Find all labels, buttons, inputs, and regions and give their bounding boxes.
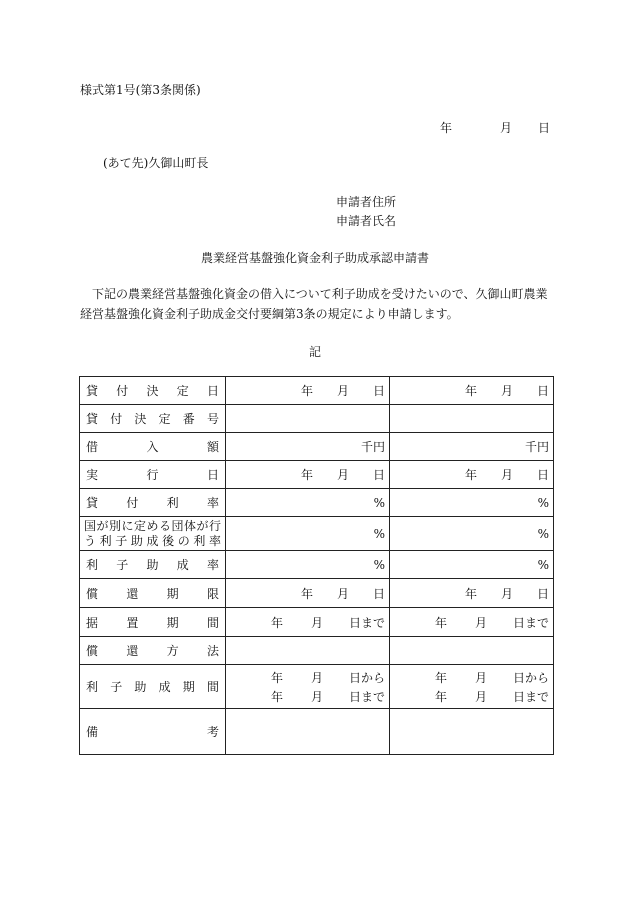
cell-repayment-method-2[interactable] <box>390 637 554 665</box>
cell-repayment-deadline-1[interactable]: 年 月 日 <box>226 579 390 608</box>
table-row <box>80 405 554 433</box>
cell-loan-amount-1[interactable]: 千円 <box>226 433 390 461</box>
table-row <box>80 433 554 461</box>
addressee: (あて先)久御山町長 <box>103 156 209 170</box>
cell-execution-date-2[interactable]: 年 月 日 <box>390 461 554 489</box>
application-table <box>79 376 554 755</box>
cell-loan-decision-number-1[interactable] <box>226 405 390 433</box>
cell-repayment-deadline-2[interactable]: 年 月 日 <box>390 579 554 608</box>
cell-loan-decision-date-2[interactable]: 年 月 日 <box>390 377 554 405</box>
label-subsidy-rate: 利子助成率 <box>80 551 226 579</box>
label-rate-after-line1: 国が別に定める団体が行 <box>84 518 221 533</box>
label-loan-decision-number: 貸付決定番号 <box>80 405 226 433</box>
cell-remarks-2[interactable] <box>390 709 554 755</box>
label-rate-after-line2: う利子助成後の利率 <box>84 533 221 548</box>
table-row <box>80 489 554 517</box>
label-execution-date: 実行日 <box>80 461 226 489</box>
label-rate-after-subsidy <box>80 517 226 551</box>
date-day: 日 <box>538 121 551 135</box>
table-row <box>80 551 554 579</box>
cell-repayment-method-1[interactable] <box>226 637 390 665</box>
label-loan-decision-date: 貸付決定日 <box>80 377 226 405</box>
body-text <box>80 284 556 324</box>
table-row <box>80 517 554 551</box>
date-year: 年 <box>440 121 453 135</box>
cell-subsidy-period-2[interactable]: 年 月 日から 年 月 日まで <box>390 665 554 709</box>
cell-remarks-1[interactable] <box>226 709 390 755</box>
table-row <box>80 579 554 608</box>
cell-loan-decision-number-2[interactable] <box>390 405 554 433</box>
label-grace-period: 据置期間 <box>80 608 226 637</box>
cell-subsidy-rate-2[interactable]: % <box>390 551 554 579</box>
cell-loan-amount-2[interactable]: 千円 <box>390 433 554 461</box>
label-loan-rate: 貸付利率 <box>80 489 226 517</box>
label-remarks: 備考 <box>80 709 226 755</box>
cell-grace-period-1[interactable]: 年 月 日まで <box>226 608 390 637</box>
form-code: 様式第1号(第3条関係) <box>80 83 201 97</box>
table-row <box>80 709 554 755</box>
label-repayment-method: 償還方法 <box>80 637 226 665</box>
cell-grace-period-2[interactable]: 年 月 日まで <box>390 608 554 637</box>
applicant-name-label: 申請者氏名 <box>336 214 397 228</box>
label-loan-amount: 借入額 <box>80 433 226 461</box>
label-subsidy-period: 利子助成期間 <box>80 665 226 709</box>
application-date <box>440 119 550 136</box>
table-row <box>80 665 554 709</box>
document-title: 農業経営基盤強化資金利子助成承認申請書 <box>200 251 429 265</box>
cell-loan-decision-date-1[interactable]: 年 月 日 <box>226 377 390 405</box>
table-row <box>80 608 554 637</box>
table-row <box>80 637 554 665</box>
cell-subsidy-rate-1[interactable]: % <box>226 551 390 579</box>
date-month: 月 <box>500 121 513 135</box>
cell-execution-date-1[interactable]: 年 月 日 <box>226 461 390 489</box>
cell-rate-after-1[interactable]: % <box>226 517 390 551</box>
body-paragraph: 下記の農業経営基盤強化資金の借入について利子助成を受けたいので、久御山町農業経営基盤強化資金利子助成金交付要綱第3条の規定により申請します。 <box>80 287 548 321</box>
label-repayment-deadline: 償還期限 <box>80 579 226 608</box>
cell-loan-rate-1[interactable]: % <box>226 489 390 517</box>
table-row <box>80 461 554 489</box>
table-row <box>80 377 554 405</box>
applicant-address-label: 申請者住所 <box>336 195 397 209</box>
cell-rate-after-2[interactable]: % <box>390 517 554 551</box>
cell-subsidy-period-1[interactable]: 年 月 日から 年 月 日まで <box>226 665 390 709</box>
cell-loan-rate-2[interactable]: % <box>390 489 554 517</box>
ki-heading: 記 <box>308 345 321 359</box>
